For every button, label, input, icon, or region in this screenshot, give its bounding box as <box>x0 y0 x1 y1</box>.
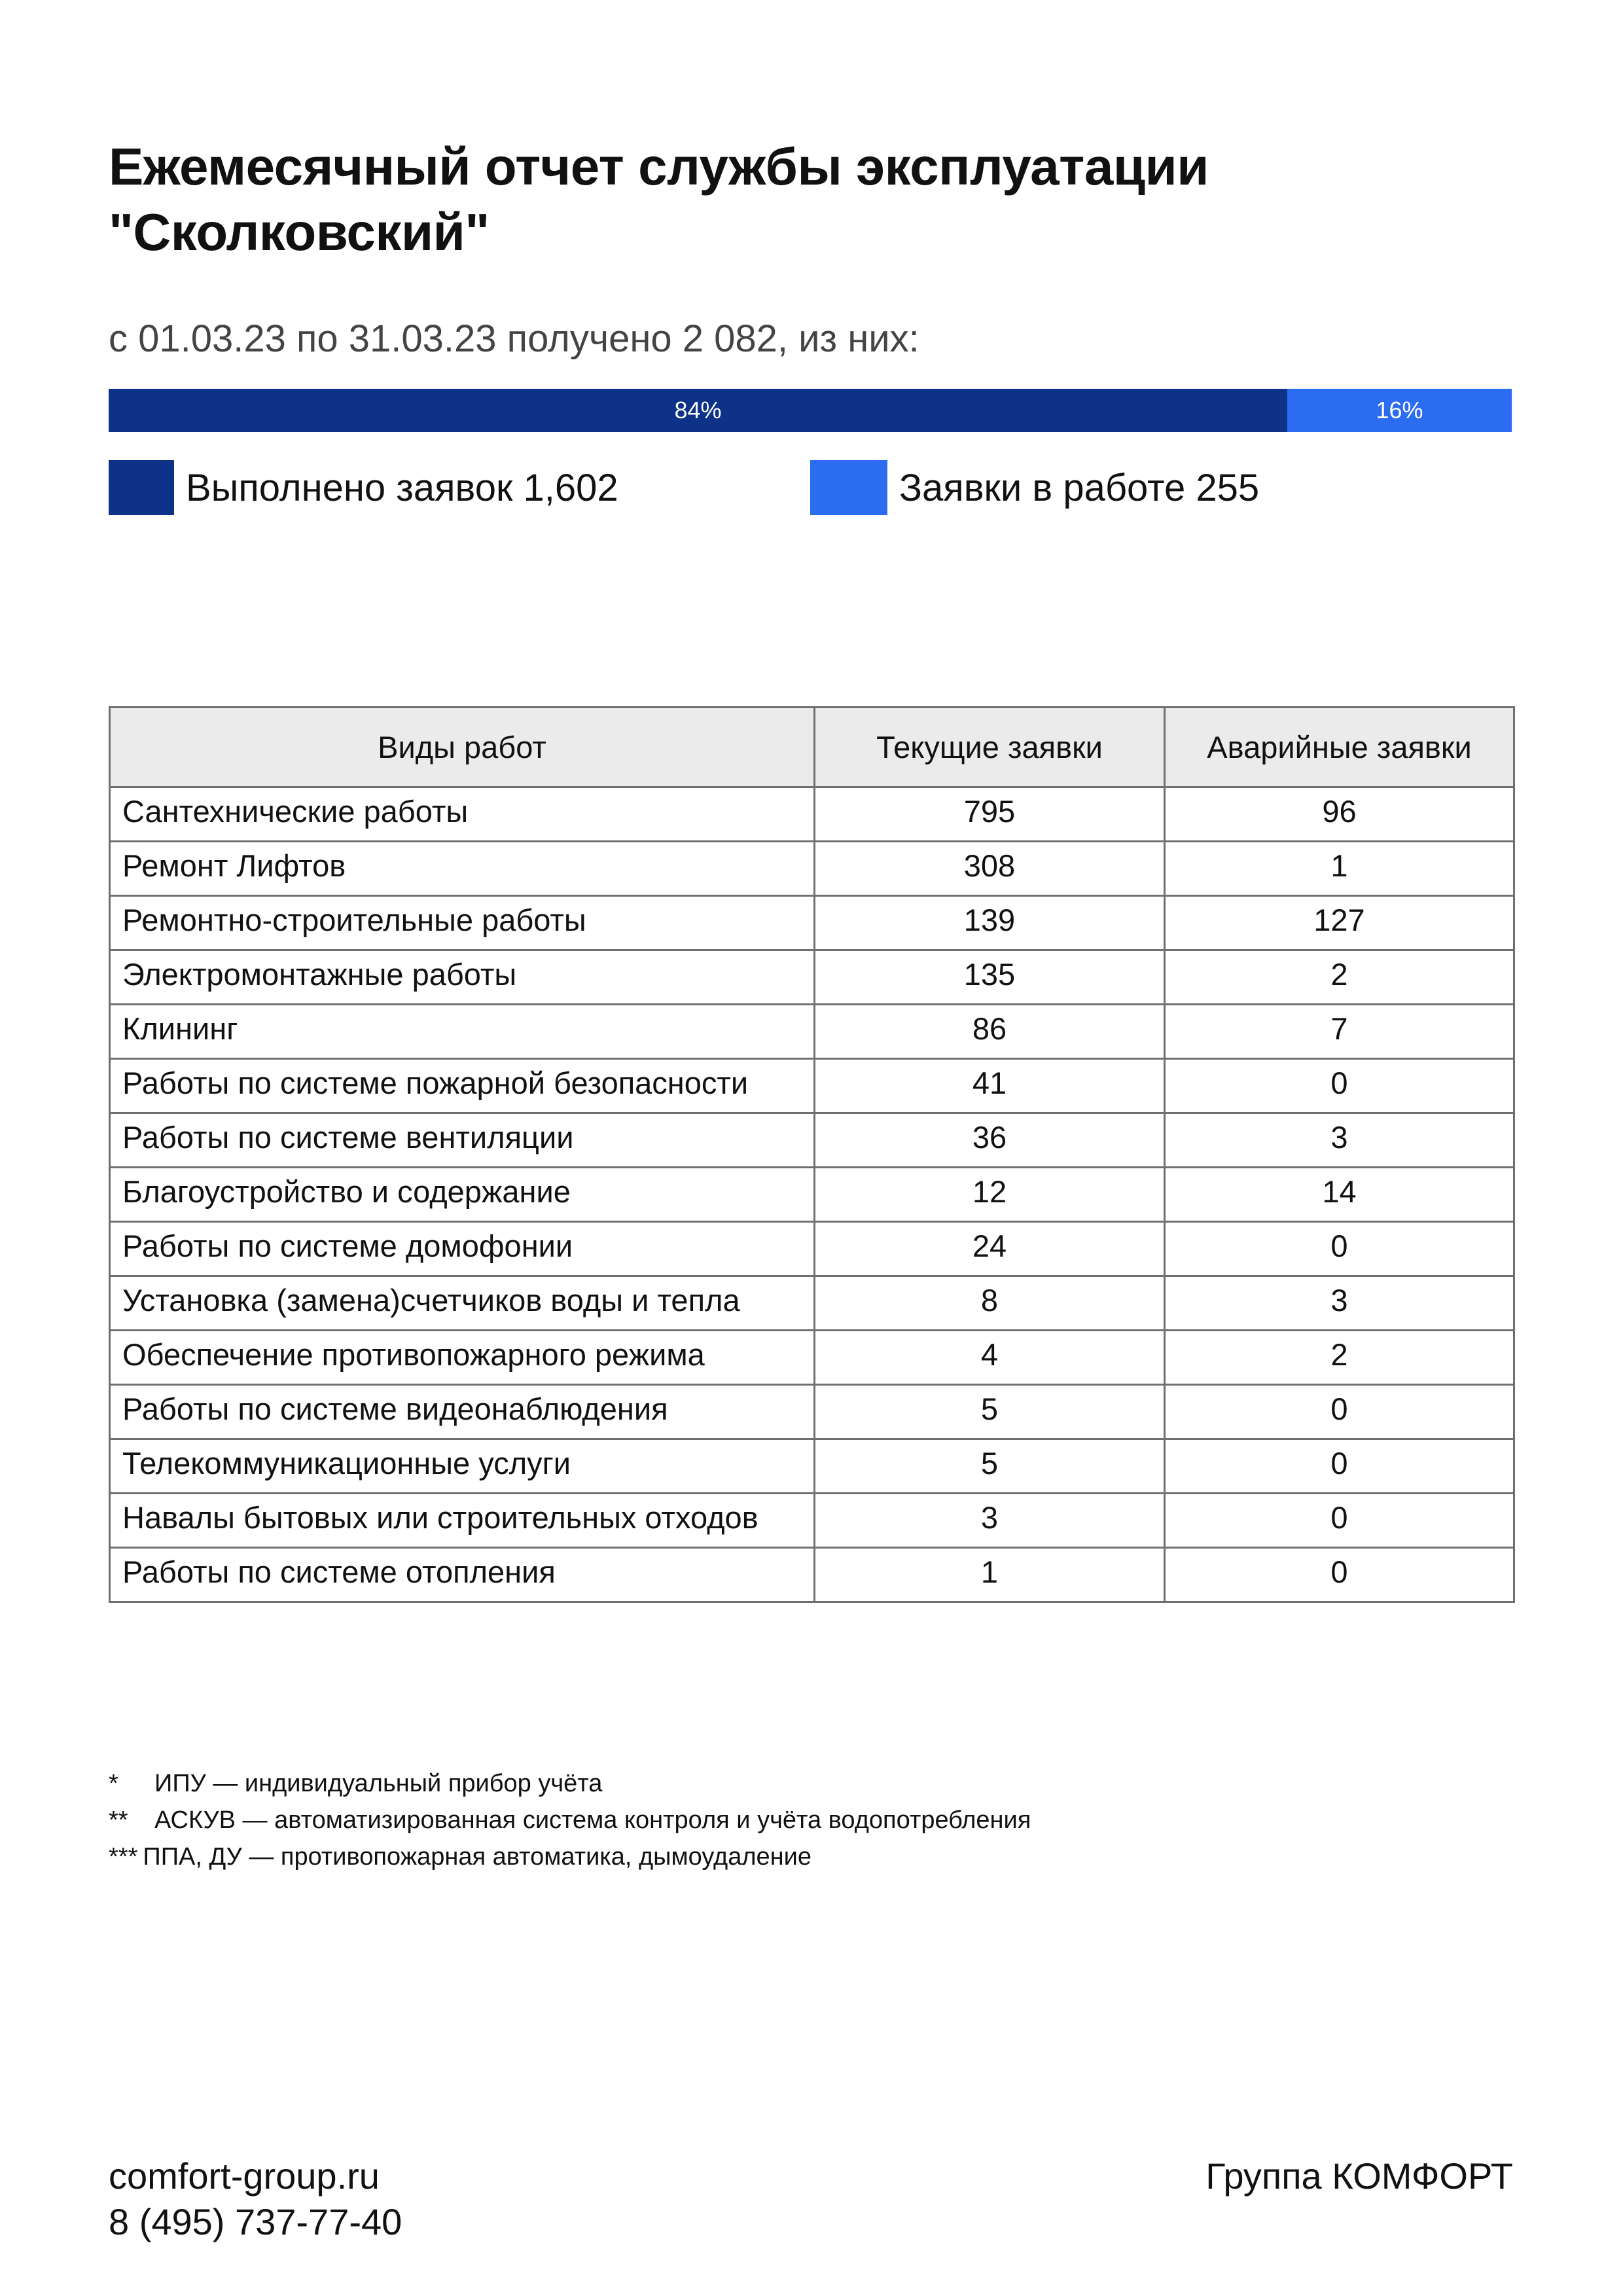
in-progress-label: Заявки в работе 255 <box>899 466 1260 509</box>
completed-label: Выполнено заявок 1,602 <box>186 466 618 509</box>
table-header-row <box>110 708 1514 787</box>
cell-current-count: 8 <box>815 1276 1165 1331</box>
cell-work-type: Работы по системе отопления <box>110 1548 815 1602</box>
cell-work-type: Работы по системе видеонаблюдения <box>110 1385 815 1439</box>
cell-work-type: Телекоммуникационные услуги <box>110 1439 815 1494</box>
report-period: с 01.03.23 по 31.03.23 получено 2 082, из них: <box>109 317 919 360</box>
completed-swatch <box>109 460 174 515</box>
column-header-current: Текущие заявки <box>815 708 1165 787</box>
report-title: Ежемесячный отчет службы эксплуатации "Сколковский" <box>109 137 1209 261</box>
cell-emergency-count: 3 <box>1165 1113 1514 1168</box>
cell-current-count: 24 <box>815 1222 1165 1276</box>
cell-work-type: Клининг <box>110 1005 815 1059</box>
table-row <box>110 1059 1514 1113</box>
table-row <box>110 1276 1514 1331</box>
cell-emergency-count: 14 <box>1165 1168 1514 1222</box>
table-row <box>110 1331 1514 1385</box>
in-progress-share-segment: 16% <box>1287 389 1512 432</box>
table-row <box>110 1005 1514 1059</box>
table-row <box>110 950 1514 1005</box>
cell-current-count: 139 <box>815 896 1165 950</box>
company-name: Группа КОМФОРТ <box>1205 2155 1513 2197</box>
table-row <box>110 1385 1514 1439</box>
cell-work-type: Работы по системе вентиляции <box>110 1113 815 1168</box>
table-row <box>110 1548 1514 1602</box>
cell-current-count: 795 <box>815 787 1165 842</box>
requests-share-bar <box>109 389 1512 432</box>
table-row <box>110 787 1514 842</box>
cell-current-count: 5 <box>815 1439 1165 1494</box>
cell-emergency-count: 0 <box>1165 1059 1514 1113</box>
cell-current-count: 41 <box>815 1059 1165 1113</box>
cell-emergency-count: 7 <box>1165 1005 1514 1059</box>
footnote-text: ППА, ДУ — противопожарная автоматика, дымоудаление <box>143 1843 812 1871</box>
cell-emergency-count: 0 <box>1165 1385 1514 1439</box>
cell-current-count: 3 <box>815 1494 1165 1548</box>
cell-work-type: Обеспечение противопожарного режима <box>110 1331 815 1385</box>
table-row <box>110 842 1514 896</box>
footnote-mark: ** <box>109 1806 128 1834</box>
footnote-mark: * <box>109 1770 118 1797</box>
legend-in-progress <box>810 460 1259 515</box>
cell-current-count: 135 <box>815 950 1165 1005</box>
footnotes <box>109 1765 1031 1875</box>
cell-emergency-count: 2 <box>1165 950 1514 1005</box>
cell-current-count: 86 <box>815 1005 1165 1059</box>
cell-work-type: Навалы бытовых или строительных отходов <box>110 1494 815 1548</box>
cell-emergency-count: 0 <box>1165 1548 1514 1602</box>
phone-number: 8 (495) 737-77-40 <box>109 2201 402 2242</box>
cell-emergency-count: 3 <box>1165 1276 1514 1331</box>
cell-work-type: Работы по системе пожарной безопасности <box>110 1059 815 1113</box>
cell-emergency-count: 96 <box>1165 787 1514 842</box>
table-body <box>110 787 1514 1602</box>
legend-completed <box>109 460 618 515</box>
cell-current-count: 12 <box>815 1168 1165 1222</box>
footnote <box>109 1839 1031 1875</box>
cell-current-count: 308 <box>815 842 1165 896</box>
cell-current-count: 36 <box>815 1113 1165 1168</box>
column-header-emergency: Аварийные заявки <box>1165 708 1514 787</box>
footnote-text: АСКУВ — автоматизированная система контроля и учёта водопотребления <box>154 1806 1031 1834</box>
cell-emergency-count: 0 <box>1165 1494 1514 1548</box>
footer-contacts <box>109 2153 402 2245</box>
footnote <box>109 1765 1031 1802</box>
table-row <box>110 896 1514 950</box>
footnote-mark: *** <box>109 1843 138 1871</box>
table-row <box>110 1222 1514 1276</box>
cell-current-count: 1 <box>815 1548 1165 1602</box>
cell-emergency-count: 0 <box>1165 1439 1514 1494</box>
column-header-work-type: Виды работ <box>110 708 815 787</box>
cell-work-type: Сантехнические работы <box>110 787 815 842</box>
cell-work-type: Работы по системе домофонии <box>110 1222 815 1276</box>
table-row <box>110 1439 1514 1494</box>
cell-work-type: Ремонт Лифтов <box>110 842 815 896</box>
cell-work-type: Установка (замена)счетчиков воды и тепла <box>110 1276 815 1331</box>
website-link[interactable]: comfort-group.ru <box>109 2155 380 2197</box>
cell-current-count: 4 <box>815 1331 1165 1385</box>
work-types-table <box>109 706 1515 1603</box>
footnote-text: ИПУ — индивидуальный прибор учёта <box>154 1770 603 1797</box>
table-row <box>110 1494 1514 1548</box>
cell-emergency-count: 127 <box>1165 896 1514 950</box>
cell-work-type: Благоустройство и содержание <box>110 1168 815 1222</box>
cell-work-type: Электромонтажные работы <box>110 950 815 1005</box>
cell-emergency-count: 0 <box>1165 1222 1514 1276</box>
cell-current-count: 5 <box>815 1385 1165 1439</box>
cell-work-type: Ремонтно-строительные работы <box>110 896 815 950</box>
completed-share-segment: 84% <box>109 389 1287 432</box>
table-row <box>110 1168 1514 1222</box>
footnote <box>109 1802 1031 1839</box>
table-row <box>110 1113 1514 1168</box>
cell-emergency-count: 1 <box>1165 842 1514 896</box>
cell-emergency-count: 2 <box>1165 1331 1514 1385</box>
in-progress-swatch <box>810 460 887 515</box>
